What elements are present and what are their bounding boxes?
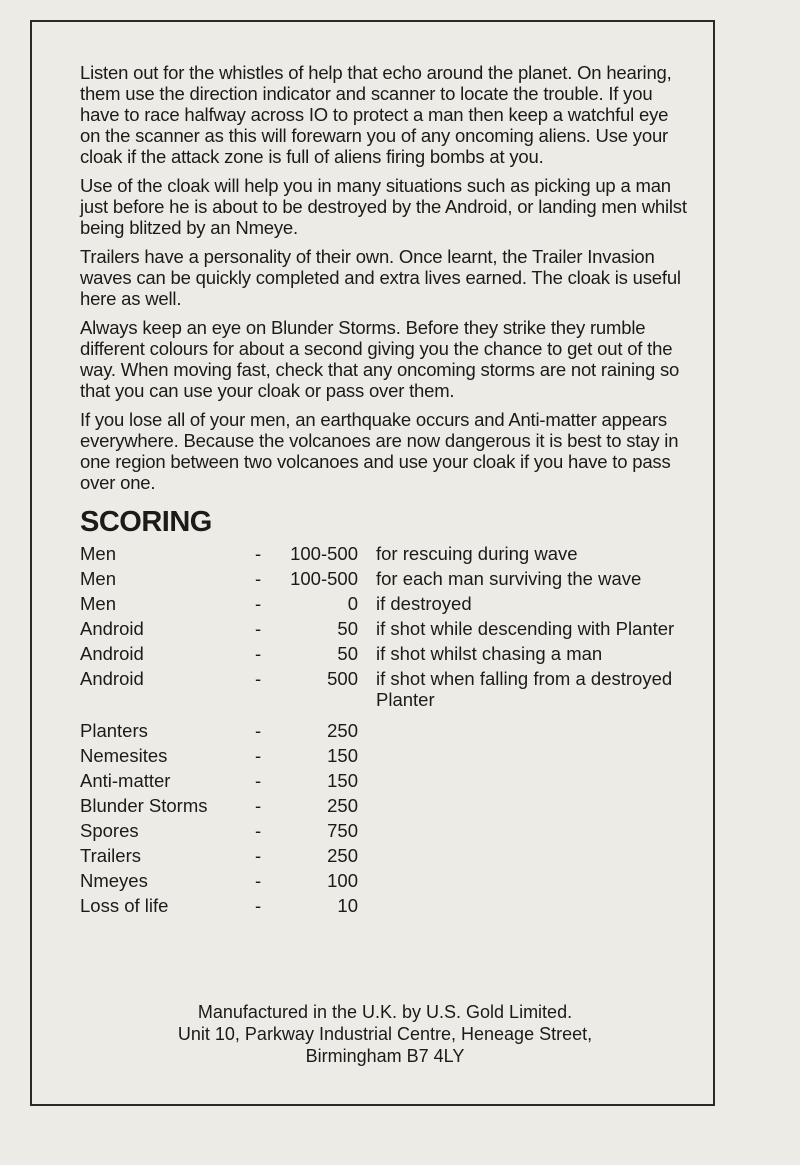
score-item: Nmeyes <box>80 870 148 891</box>
score-points: 750 <box>327 820 358 841</box>
score-row <box>80 593 690 614</box>
score-item: Nemesites <box>80 745 168 766</box>
score-item: Android <box>80 618 144 639</box>
scoring-heading: SCORING <box>80 506 212 538</box>
score-item: Anti-matter <box>80 770 171 791</box>
score-row <box>80 820 690 841</box>
score-points: 0 <box>347 593 358 614</box>
scoring-table <box>80 543 690 916</box>
score-row <box>80 643 690 664</box>
footer-line: Unit 10, Parkway Industrial Centre, Heneage Street, <box>177 1024 593 1044</box>
score-points: 250 <box>327 795 358 816</box>
score-dash: - <box>255 845 262 866</box>
score-dash: - <box>255 745 262 766</box>
score-item: Loss of life <box>80 895 169 916</box>
score-description: for each man surviving the wave <box>376 568 642 589</box>
score-dash: - <box>255 770 262 791</box>
score-points: 50 <box>337 643 358 664</box>
score-dash: - <box>255 720 262 741</box>
score-dash: - <box>255 543 262 564</box>
score-dash: - <box>255 820 262 841</box>
score-points: 250 <box>327 845 358 866</box>
paragraph-whistles: Listen out for the whistles of help that echo around the planet. On hearing, them use the direction indicator and scanner to locate the trouble. If you have to race halfway across IO to protect a man then keep a watchful eye on the scanner as this will forewarn you of any oncoming aliens. Use your cloak if the attack zone is full of aliens firing bombs at you. <box>80 62 672 167</box>
score-row <box>80 845 690 866</box>
score-points: 500 <box>327 668 358 689</box>
score-points: 100 <box>327 870 358 891</box>
score-item: Men <box>80 568 116 589</box>
score-item: Trailers <box>80 845 141 866</box>
score-row <box>80 618 690 639</box>
score-dash: - <box>255 668 262 689</box>
footer-line: Manufactured in the U.K. by U.S. Gold Limited. <box>197 1002 573 1022</box>
score-points: 100-500 <box>290 543 358 564</box>
score-dash: - <box>255 568 262 589</box>
score-row <box>80 543 690 564</box>
manual-content <box>80 62 690 920</box>
paragraph-trailers: Trailers have a personality of their own. Once learnt, the Trailer Invasion waves can be quickly completed and extra lives earned. The cloak is useful here as well. <box>80 246 681 309</box>
score-description: for rescuing during wave <box>376 543 578 564</box>
score-row <box>80 770 690 791</box>
score-item: Planters <box>80 720 148 741</box>
score-item: Men <box>80 543 116 564</box>
score-row <box>80 568 690 589</box>
score-dash: - <box>255 895 262 916</box>
score-points: 250 <box>327 720 358 741</box>
score-item: Men <box>80 593 116 614</box>
score-row <box>80 745 690 766</box>
score-row <box>80 668 690 710</box>
score-description: if shot while descending with Planter <box>376 618 675 639</box>
score-dash: - <box>255 618 262 639</box>
score-points: 10 <box>337 895 358 916</box>
score-dash: - <box>255 593 262 614</box>
score-dash: - <box>255 870 262 891</box>
footer-line: Birmingham B7 4LY <box>305 1046 465 1066</box>
score-description: if destroyed <box>376 593 472 614</box>
score-points: 50 <box>337 618 358 639</box>
score-item: Blunder Storms <box>80 795 208 816</box>
score-item: Android <box>80 668 144 689</box>
score-description: if shot whilst chasing a man <box>376 643 603 664</box>
score-item: Android <box>80 643 144 664</box>
publisher-footer <box>80 1001 690 1067</box>
score-item: Spores <box>80 820 139 841</box>
paragraph-earthquake: If you lose all of your men, an earthquake occurs and Anti-matter appears everywhere. Because the volcanoes are now dangerous it is best to stay in one region between two volcanoes and use your cloak if you have to pass over one. <box>80 409 679 493</box>
score-row <box>80 895 690 916</box>
paragraph-cloak: Use of the cloak will help you in many situations such as picking up a man just before he is about to be destroyed by the Android, or landing men whilst being blitzed by an Nmeye. <box>80 175 687 238</box>
score-description: if shot when falling from a destroyed Planter <box>376 668 673 710</box>
score-dash: - <box>255 795 262 816</box>
score-row <box>80 795 690 816</box>
score-row <box>80 870 690 891</box>
score-points: 150 <box>327 770 358 791</box>
score-row <box>80 720 690 741</box>
score-dash: - <box>255 643 262 664</box>
score-points: 150 <box>327 745 358 766</box>
score-points: 100-500 <box>290 568 358 589</box>
paragraph-blunder-storms: Always keep an eye on Blunder Storms. Before they strike they rumble different colours for about a second giving you the chance to get out of the way. When moving fast, check that any oncoming storms are not raining so that you can use your cloak or pass over them. <box>80 317 680 401</box>
